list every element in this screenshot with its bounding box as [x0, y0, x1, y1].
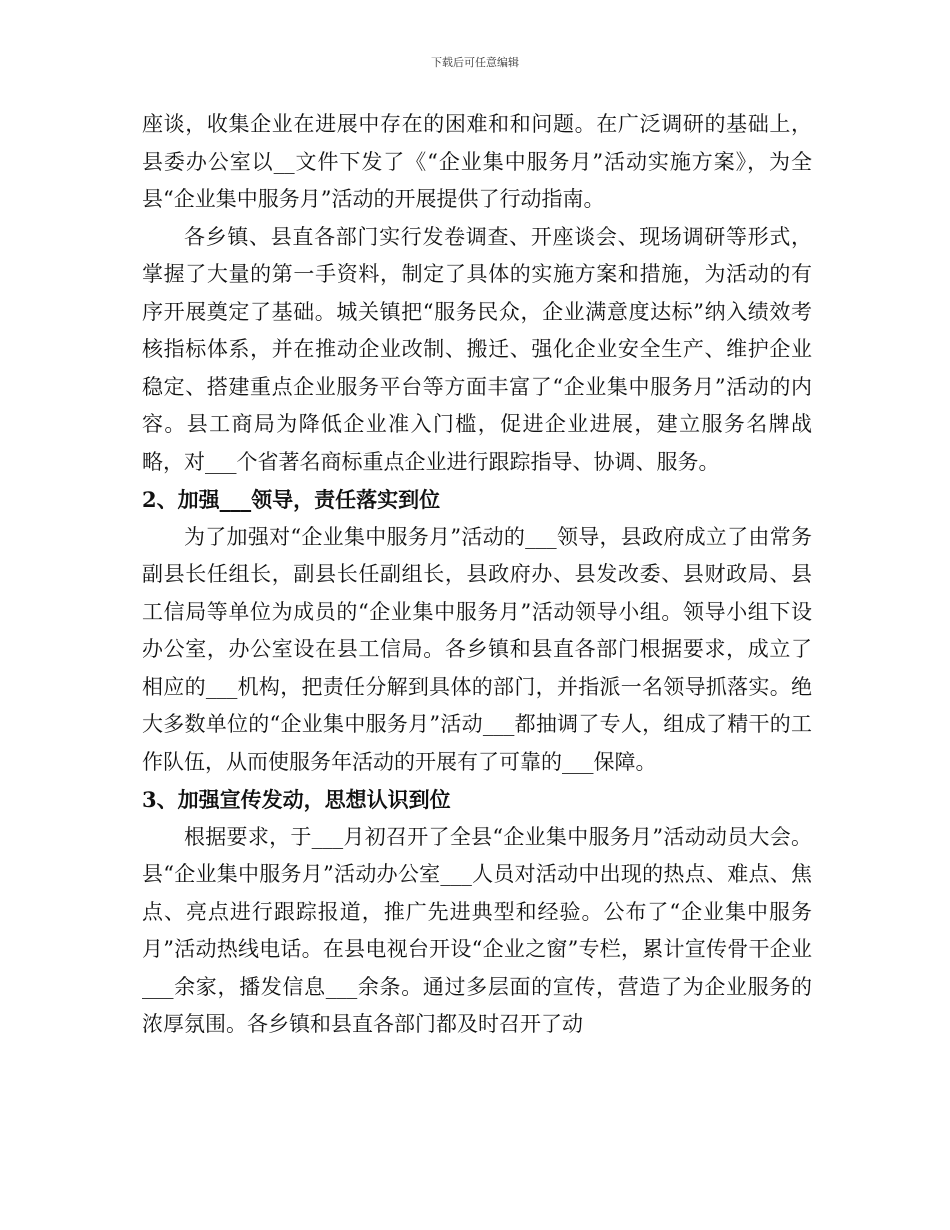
paragraph-publicity: 根据要求，于___月初召开了全县“企业集中服务月”活动动员大会。县“企业集中服务月”活动办公室___人员对活动中出现的热点、难点、焦点、亮点进行跟踪报道，推广先进典型和经验。公布了“企业集中服务月”活动热线电话。在县电视台开设“企业之窗”专栏，累计宣传骨干企业___余家，播发信息___余条。通过多层面的宣传，营造了为企业服务的浓厚氛围。各乡镇和县直各部门都及时召开了动	[142, 824, 812, 1036]
section-heading-publicity: 3、加强宣传发动，思想认识到位	[142, 787, 451, 812]
page-header-note: 下载后可任意编辑	[431, 56, 519, 69]
paragraph-continuation: 座谈，收集企业在进展中存在的困难和和问题。在广泛调研的基础上，县委办公室以__文件下发了《“企业集中服务月”活动实施方案》，为全县“企业集中服务月”活动的开展提供了行动指南。	[142, 112, 812, 211]
paragraph-township-actions: 各乡镇、县直各部门实行发卷调查、开座谈会、现场调研等形式，掌握了大量的第一手资料，制定了具体的实施方案和措施，为活动的有序开展奠定了基础。城关镇把“服务民众，企业满意度达标”纳入绩效考核指标体系，并在推动企业改制、搬迁、强化企业安全生产、维护企业稳定、搭建重点企业服务平台等方面丰富了“企业集中服务月”活动的内容。县工商局为降低企业准入门槛，促进企业进展，建立服务名牌战略，对___个省著名商标重点企业进行跟踪指导、协调、服务。	[142, 224, 812, 474]
document-body	[142, 106, 812, 1044]
paragraph-leadership: 为了加强对“企业集中服务月”活动的___领导，县政府成立了由常务副县长任组长，副县长任副组长，县政府办、县发改委、县财政局、县工信局等单位为成员的“企业集中服务月”活动领导小组。领导小组下设办公室，办公室设在县工信局。各乡镇和县直各部门根据要求，成立了相应的___机构，把责任分解到具体的部门，并指派一名领导抓落实。绝大多数单位的“企业集中服务月”活动___都抽调了专人，组成了精干的工作队伍，从而使服务年活动的开展有了可靠的___保障。	[142, 524, 812, 774]
section-heading-leadership: 2、加强___领导，责任落实到位	[142, 487, 441, 512]
